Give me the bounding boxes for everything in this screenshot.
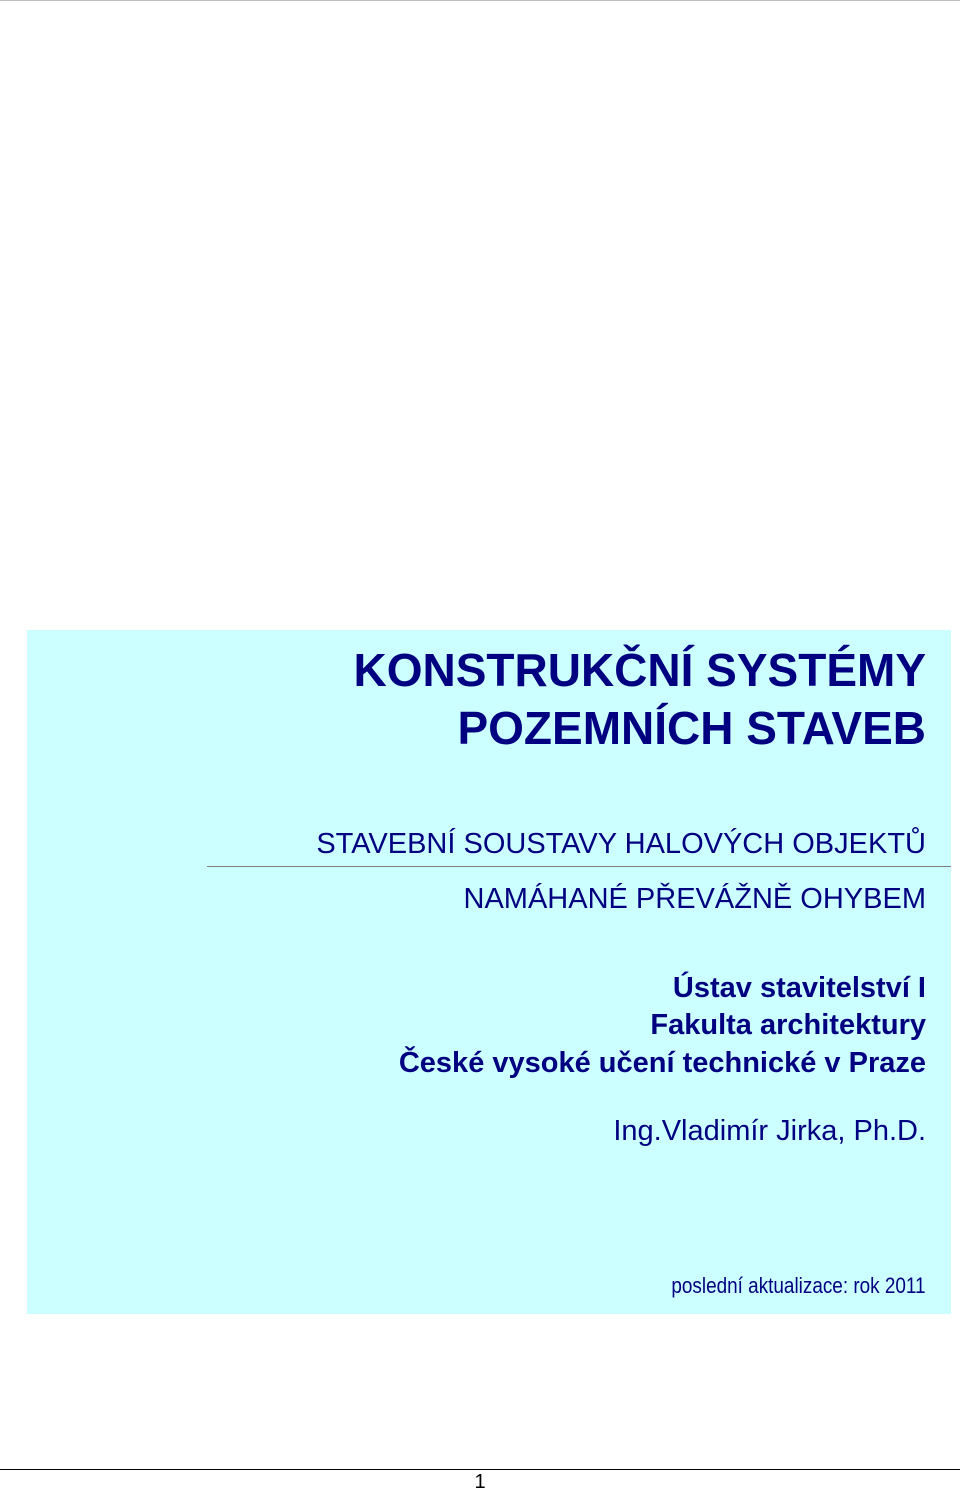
subtitle-line-2: NAMÁHANÉ PŘEVÁŽNĚ OHYBEM <box>463 883 926 915</box>
institution-department: Ústav stavitelství I <box>672 972 926 1004</box>
institution-university: České vysoké učení technické v Praze <box>398 1047 926 1079</box>
cover-panel <box>27 630 951 1314</box>
institution-faculty: Fakulta architektury <box>650 1009 926 1041</box>
footer-divider <box>0 1469 960 1470</box>
document-title-line-2: POZEMNÍCH STAVEB <box>457 702 926 754</box>
subtitle-divider <box>207 866 951 867</box>
page-number: 1 <box>474 1471 486 1493</box>
document-title-line-1: KONSTRUKČNÍ SYSTÉMY <box>353 644 926 696</box>
subtitle-line-1: STAVEBNÍ SOUSTAVY HALOVÝCH OBJEKTŮ <box>316 828 926 860</box>
top-border-line <box>0 0 960 1</box>
author-name: Ing.Vladimír Jirka, Ph.D. <box>613 1115 926 1147</box>
last-update-note: poslední aktualizace: rok 2011 <box>671 1273 926 1298</box>
